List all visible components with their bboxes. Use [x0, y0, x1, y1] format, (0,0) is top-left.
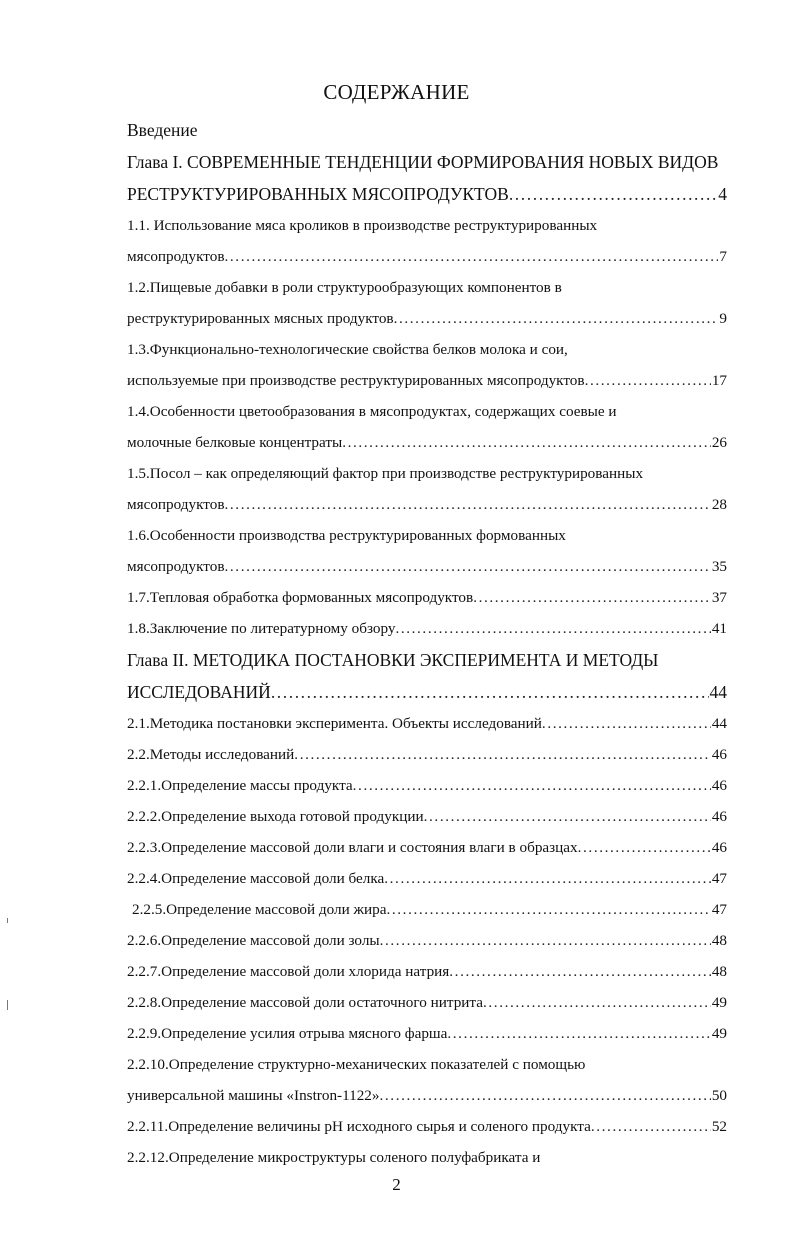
toc-entry-text: 2.1.Методика постановки эксперимента. Объекты исследований: [127, 715, 542, 732]
toc-entry-text: 2.2.2.Определение выхода готовой продукции: [127, 808, 424, 825]
toc-leader-dots: [225, 241, 719, 272]
toc-entry-text: Глава II. МЕТОДИКА ПОСТАНОВКИ ЭКСПЕРИМЕНТА И МЕТОДЫ: [127, 650, 659, 670]
toc-entry-text: 2.2.Методы исследований: [127, 746, 295, 763]
toc-entry-text: 1.6.Особенности производства реструктурированных формованных: [127, 527, 566, 544]
toc-entry: [127, 613, 727, 644]
toc-entry: [127, 987, 727, 1018]
toc-entry-page: 37: [711, 589, 727, 606]
toc-entry-text: 1.2.Пищевые добавки в роли структурообразующих компонентов в: [127, 279, 562, 296]
toc-entry: [127, 770, 727, 801]
toc-entry-text: используемые при производстве реструктурированных мясопродуктов: [127, 372, 585, 389]
toc-entry-text: 2.2.9.Определение усилия отрыва мясного фарша: [127, 1025, 448, 1042]
toc-leader-dots: [447, 1018, 710, 1049]
toc-entry-page: 46: [711, 808, 727, 825]
toc-entry-page: 49: [711, 1025, 727, 1042]
toc-entry: [127, 676, 727, 708]
toc-entry-page: 44: [711, 715, 727, 732]
toc-entry-page: 35: [711, 558, 727, 575]
toc-entry-text: молочные белковые концентраты: [127, 434, 343, 451]
toc-entry-text: 2.2.12.Определение микроструктуры соленого полуфабриката и: [127, 1149, 541, 1166]
toc-entry: [127, 489, 727, 520]
toc-leader-dots: [386, 894, 710, 925]
toc-leader-dots: [353, 770, 711, 801]
toc-leader-dots: [395, 613, 710, 644]
table-of-contents: [127, 114, 727, 1173]
toc-leader-dots: [591, 1111, 711, 1142]
toc-entry: [127, 427, 727, 458]
toc-leader-dots: [380, 925, 711, 956]
toc-leader-dots: [384, 863, 711, 894]
toc-entry-page: 9: [719, 310, 727, 327]
toc-entry-text: ИССЛЕДОВАНИЙ: [127, 682, 271, 702]
toc-entry-text: 1.1. Использование мяса кроликов в производстве реструктурированных: [127, 217, 598, 234]
toc-entry-text: 2.2.5.Определение массовой доли жира: [132, 901, 387, 918]
toc-leader-dots: [225, 489, 711, 520]
toc-entry: [127, 458, 727, 489]
toc-entry-page: 50: [711, 1087, 727, 1104]
scan-speck: [7, 1000, 8, 1010]
toc-leader-dots: [578, 832, 711, 863]
toc-leader-dots: [449, 956, 711, 987]
toc-entry: [127, 801, 727, 832]
toc-entry: [127, 520, 727, 551]
toc-entry: [127, 1018, 727, 1049]
toc-entry-page: 44: [709, 682, 727, 702]
toc-entry: [127, 582, 727, 613]
toc-entry: [127, 863, 727, 894]
toc-entry: [127, 956, 727, 987]
toc-entry-page: 46: [711, 746, 727, 763]
toc-entry: [127, 365, 727, 396]
toc-entry: [127, 241, 727, 272]
toc-entry: [127, 644, 727, 676]
toc-leader-dots: [542, 708, 711, 739]
toc-entry-page: 46: [711, 777, 727, 794]
toc-leader-dots: [509, 178, 717, 210]
toc-entry-text: реструктурированных мясных продуктов: [127, 310, 394, 327]
toc-entry: [127, 114, 727, 146]
toc-entry-page: 47: [711, 870, 727, 887]
toc-entry: [127, 334, 727, 365]
toc-entry-text: мясопродуктов: [127, 496, 225, 513]
toc-entry: [127, 272, 727, 303]
toc-entry-text: 2.2.3.Определение массовой доли влаги и состояния влаги в образцах: [127, 839, 578, 856]
toc-entry-text: универсальной машины «Instron-1122»: [127, 1087, 380, 1104]
toc-entry-page: 49: [711, 994, 727, 1011]
toc-leader-dots: [394, 303, 719, 334]
toc-entry: [127, 708, 727, 739]
toc-leader-dots: [473, 582, 711, 613]
toc-entry-text: 2.2.1.Определение массы продукта: [127, 777, 353, 794]
toc-entry-text: 2.2.6.Определение массовой доли золы: [127, 932, 380, 949]
toc-entry-text: мясопродуктов: [127, 248, 225, 265]
toc-leader-dots: [271, 676, 709, 708]
toc-entry-text: 1.5.Посол – как определяющий фактор при производстве реструктурированных: [127, 465, 644, 482]
toc-entry-text: 2.2.4.Определение массовой доли белка: [127, 870, 385, 887]
toc-entry: [127, 210, 727, 241]
toc-leader-dots: [380, 1080, 711, 1111]
toc-entry-text: мясопродуктов: [127, 558, 225, 575]
toc-entry: [127, 551, 727, 582]
toc-entry: [127, 832, 727, 863]
toc-entry-text: 2.2.11.Определение величины pH исходного сырья и соленого продукта: [127, 1118, 591, 1135]
toc-entry: [127, 1111, 727, 1142]
toc-entry-page: 52: [711, 1118, 727, 1135]
toc-leader-dots: [585, 365, 711, 396]
toc-entry: [127, 178, 727, 210]
toc-entry: [127, 396, 727, 427]
toc-entry-page: 46: [711, 839, 727, 856]
scan-speck: [7, 918, 8, 923]
toc-entry-text: 1.4.Особенности цветообразования в мясопродуктах, содержащих соевые и: [127, 403, 617, 420]
toc-entry: [127, 1080, 727, 1111]
page-number: 2: [392, 1175, 401, 1194]
toc-entry-page: 47: [711, 901, 727, 918]
toc-entry-text: Введение: [127, 120, 198, 140]
toc-leader-dots: [342, 427, 711, 458]
toc-leader-dots: [483, 987, 711, 1018]
toc-entry-text: 2.2.8.Определение массовой доли остаточного нитрита: [127, 994, 484, 1011]
toc-entry-text: Глава I. СОВРЕМЕННЫЕ ТЕНДЕНЦИИ ФОРМИРОВАНИЯ НОВЫХ ВИДОВ: [127, 152, 719, 172]
toc-entry-page: 48: [711, 963, 727, 980]
toc-leader-dots: [424, 801, 711, 832]
toc-entry-page: 7: [719, 248, 727, 265]
toc-entry-page: 26: [711, 434, 727, 451]
toc-entry-text: 1.7.Тепловая обработка формованных мясопродуктов: [127, 589, 474, 606]
toc-entry-page: 41: [711, 620, 727, 637]
toc-entry: [127, 739, 727, 770]
toc-entry-page: 4: [718, 184, 727, 204]
toc-entry-text: 2.2.10.Определение структурно-механических показателей с помощью: [127, 1056, 586, 1073]
toc-entry: [127, 925, 727, 956]
toc-entry: [127, 894, 727, 925]
toc-leader-dots: [294, 739, 711, 770]
toc-entry-page: 48: [711, 932, 727, 949]
toc-entry-page: 17: [711, 372, 727, 389]
toc-entry-text: 1.8.Заключение по литературному обзору: [127, 620, 396, 637]
page-title: СОДЕРЖАНИЕ: [323, 80, 470, 104]
toc-entry-text: РЕСТРУКТУРИРОВАННЫХ МЯСОПРОДУКТОВ: [127, 184, 509, 204]
toc-entry: [127, 146, 727, 178]
toc-entry: [127, 1142, 727, 1173]
toc-entry: [127, 1049, 727, 1080]
toc-entry-text: 2.2.7.Определение массовой доли хлорида натрия: [127, 963, 450, 980]
toc-entry: [127, 303, 727, 334]
toc-entry-text: 1.3.Функционально-технологические свойства белков молока и сои,: [127, 341, 568, 358]
toc-leader-dots: [225, 551, 711, 582]
toc-entry-page: 28: [711, 496, 727, 513]
